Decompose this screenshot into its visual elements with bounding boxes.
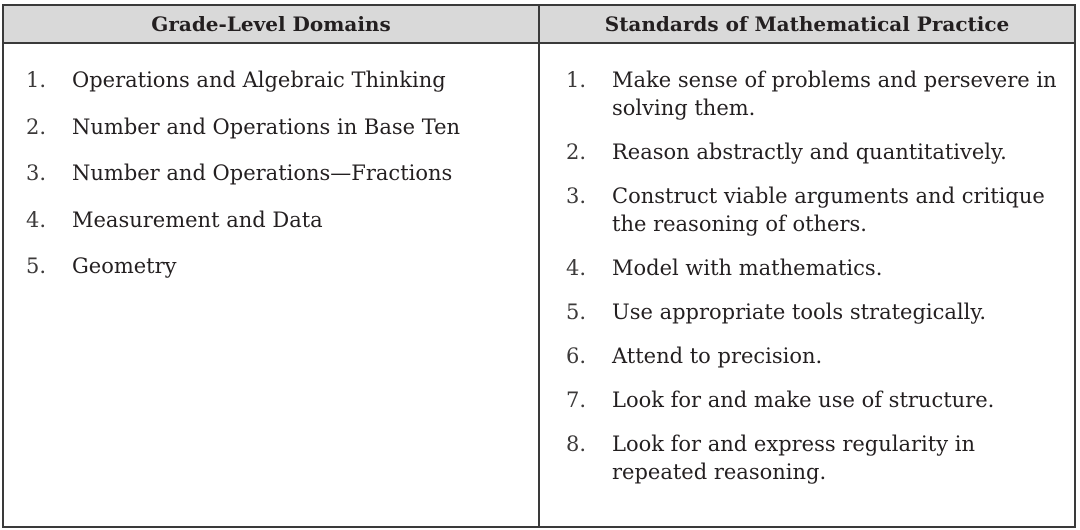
item-number: 6.	[566, 344, 587, 368]
item-text: Reason abstractly and quantitatively.	[612, 140, 1007, 164]
item-text: Number and Operations—Fractions	[72, 161, 453, 185]
list-item	[26, 66, 538, 94]
item-number: 3.	[566, 184, 587, 208]
table-header-row	[4, 6, 1074, 44]
item-number: 2.	[566, 140, 587, 164]
item-number: 5.	[26, 254, 47, 278]
item-number: 8.	[566, 432, 587, 456]
list-item	[566, 386, 1074, 414]
item-text: Make sense of problems and persevere in solving them.	[612, 68, 1057, 120]
list-item	[566, 138, 1074, 166]
item-number: 1.	[566, 68, 587, 92]
list-item	[26, 159, 538, 187]
item-number: 7.	[566, 388, 587, 412]
practices-list	[540, 44, 1074, 486]
list-item	[26, 206, 538, 234]
practices-cell	[540, 44, 1074, 526]
item-text: Model with mathematics.	[612, 256, 883, 280]
domains-list	[4, 44, 538, 280]
list-item	[566, 430, 1074, 486]
list-item	[26, 252, 538, 280]
list-item	[566, 66, 1074, 122]
item-text: Attend to precision.	[612, 344, 823, 368]
item-number: 3.	[26, 161, 47, 185]
item-number: 4.	[26, 207, 47, 232]
item-text: Number and Operations in Base Ten	[72, 114, 461, 139]
item-text: Measurement and Data	[72, 207, 323, 232]
item-text: Look for and make use of structure.	[612, 388, 995, 412]
item-number: 5.	[566, 300, 587, 324]
item-text: Construct viable arguments and critique the reasoning of others.	[612, 184, 1045, 236]
item-text: Operations and Algebraic Thinking	[72, 68, 446, 92]
domains-cell	[4, 44, 540, 526]
list-item	[26, 113, 538, 141]
table-body-row	[4, 44, 1074, 526]
standards-table	[2, 4, 1076, 528]
list-item	[566, 254, 1074, 282]
list-item	[566, 298, 1074, 326]
list-item	[566, 342, 1074, 370]
header-grade-level-domains: Grade-Level Domains	[4, 6, 540, 42]
item-text: Look for and express regularity in repeated reasoning.	[612, 432, 975, 484]
item-text: Geometry	[72, 254, 177, 278]
item-number: 4.	[566, 256, 587, 280]
item-number: 1.	[26, 68, 47, 92]
item-text: Use appropriate tools strategically.	[612, 300, 987, 324]
list-item	[566, 182, 1074, 238]
header-standards-of-practice: Standards of Mathematical Practice	[604, 12, 1010, 36]
item-number: 2.	[26, 114, 47, 139]
